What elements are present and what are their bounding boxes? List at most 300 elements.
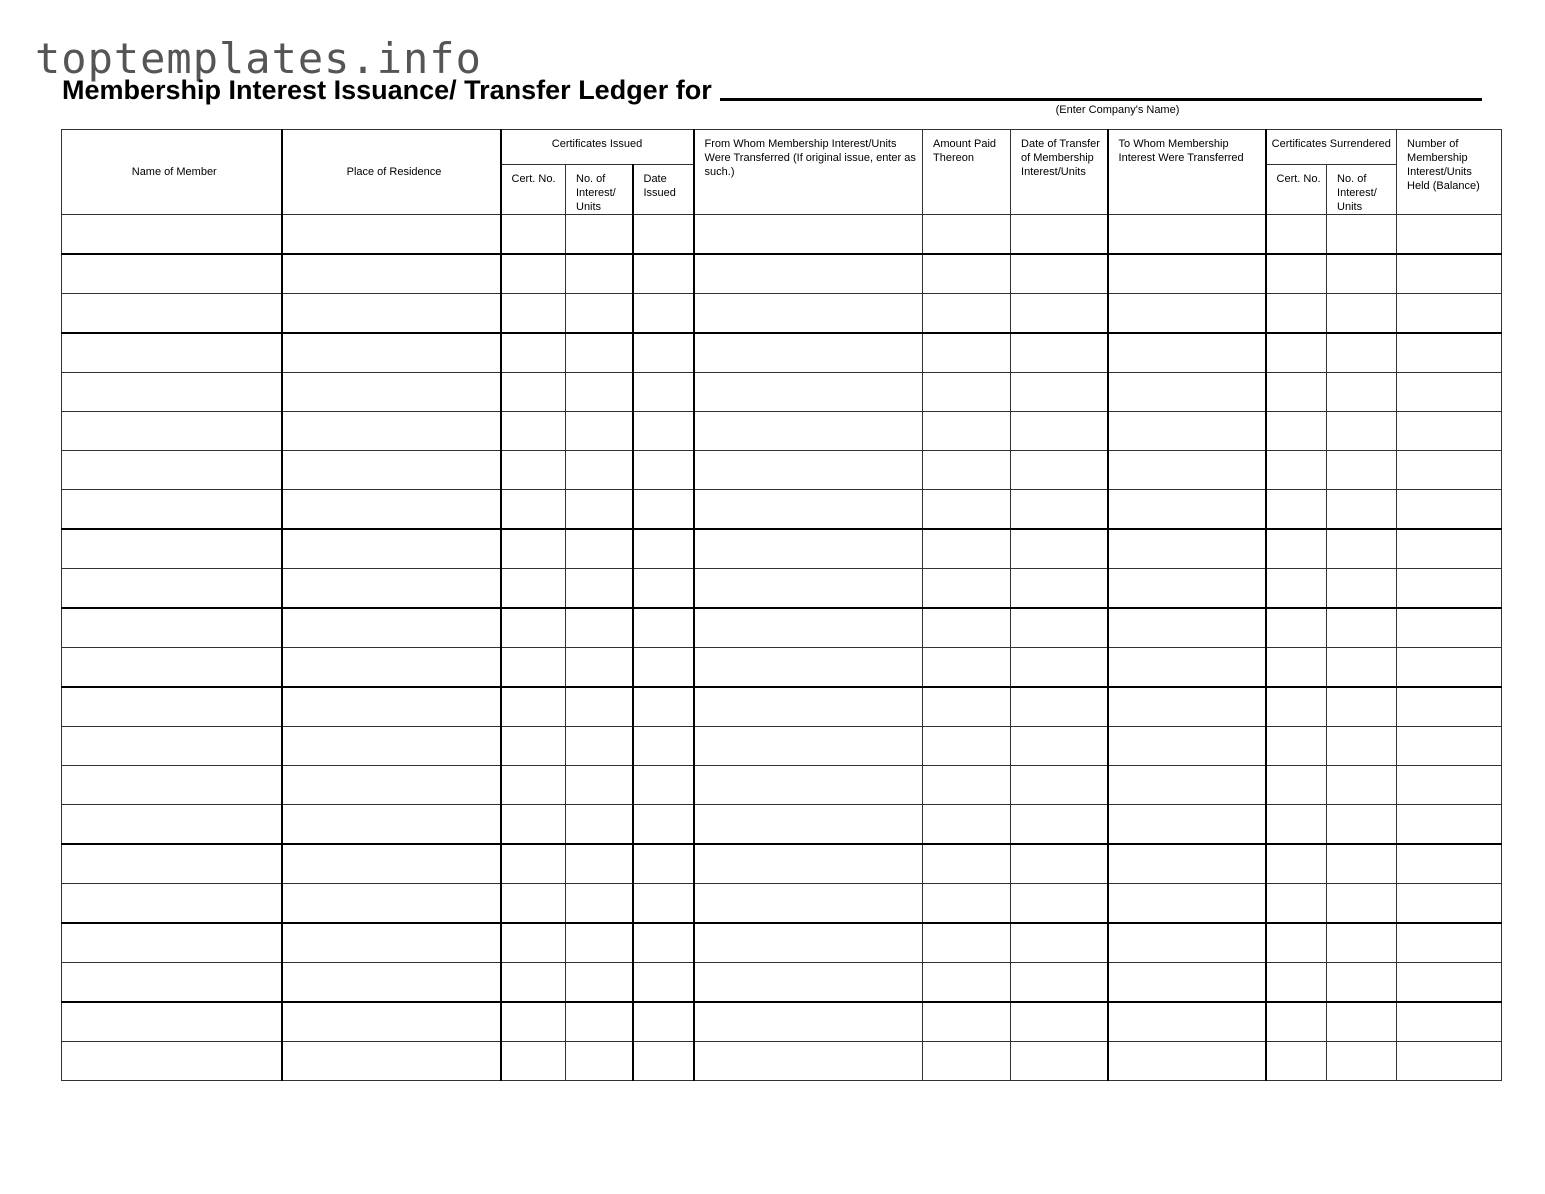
no-of-interest-units-cell[interactable] (566, 451, 633, 490)
surrendered-units-cell[interactable] (1327, 451, 1397, 490)
place-of-residence-cell[interactable] (282, 412, 501, 451)
table-row (62, 1042, 1502, 1081)
date-issued-cell[interactable] (633, 608, 694, 648)
no-of-interest-units-cell[interactable] (566, 805, 633, 845)
balance-held-cell[interactable] (1397, 569, 1502, 609)
surrendered-units-cell[interactable] (1327, 373, 1397, 412)
surrendered-units-cell[interactable] (1327, 608, 1397, 648)
no-of-interest-units-cell[interactable] (566, 608, 633, 648)
balance-held-cell[interactable] (1397, 529, 1502, 569)
table-row (62, 608, 1502, 648)
to-whom-cell[interactable] (1108, 215, 1266, 255)
surrendered-cert-no-cell[interactable] (1266, 884, 1327, 924)
date-issued-cell[interactable] (633, 844, 694, 884)
balance-held-cell[interactable] (1397, 254, 1502, 294)
date-issued-cell[interactable] (633, 1002, 694, 1042)
date-of-transfer-cell[interactable] (1011, 608, 1108, 648)
amount-paid-cell[interactable] (923, 805, 1011, 845)
place-of-residence-cell[interactable] (282, 1002, 501, 1042)
place-of-residence-cell[interactable] (282, 766, 501, 805)
name-of-member-cell[interactable] (62, 766, 282, 805)
surrendered-cert-no-cell[interactable] (1266, 333, 1327, 373)
date-issued-cell[interactable] (633, 648, 694, 688)
surrendered-units-cell[interactable] (1327, 569, 1397, 609)
title-row (62, 70, 1482, 104)
balance-held-cell[interactable] (1397, 766, 1502, 805)
name-of-member-cell[interactable] (62, 1042, 282, 1081)
header-certificates-surrendered: Certificates Surrendered (1266, 130, 1397, 165)
place-of-residence-cell[interactable] (282, 254, 501, 294)
to-whom-cell[interactable] (1108, 412, 1266, 451)
table-row (62, 923, 1502, 963)
from-whom-cell[interactable] (694, 844, 923, 884)
surrendered-cert-no-cell[interactable] (1266, 608, 1327, 648)
date-of-transfer-cell[interactable] (1011, 884, 1108, 924)
amount-paid-cell[interactable] (923, 294, 1011, 334)
name-of-member-cell[interactable] (62, 294, 282, 334)
place-of-residence-cell[interactable] (282, 844, 501, 884)
surrendered-units-cell[interactable] (1327, 215, 1397, 255)
date-issued-cell[interactable] (633, 727, 694, 766)
surrendered-units-cell[interactable] (1327, 254, 1397, 294)
cert-no-cell[interactable] (501, 727, 566, 766)
date-of-transfer-cell[interactable] (1011, 529, 1108, 569)
surrendered-units-cell[interactable] (1327, 294, 1397, 334)
surrendered-units-cell[interactable] (1327, 412, 1397, 451)
balance-held-cell[interactable] (1397, 963, 1502, 1003)
name-of-member-cell[interactable] (62, 727, 282, 766)
to-whom-cell[interactable] (1108, 490, 1266, 530)
no-of-interest-units-cell[interactable] (566, 923, 633, 963)
table-row (62, 963, 1502, 1003)
table-row (62, 1002, 1502, 1042)
table-row (62, 215, 1502, 255)
to-whom-cell[interactable] (1108, 333, 1266, 373)
date-issued-cell[interactable] (633, 569, 694, 609)
page-title: Membership Interest Issuance/ Transfer Ledger for (62, 75, 712, 105)
header-to-whom: To Whom Membership Interest Were Transferred (1108, 130, 1266, 215)
from-whom-cell[interactable] (694, 412, 923, 451)
place-of-residence-cell[interactable] (282, 727, 501, 766)
name-of-member-cell[interactable] (62, 569, 282, 609)
place-of-residence-cell[interactable] (282, 1042, 501, 1081)
no-of-interest-units-cell[interactable] (566, 766, 633, 805)
date-of-transfer-cell[interactable] (1011, 254, 1108, 294)
from-whom-cell[interactable] (694, 529, 923, 569)
surrendered-cert-no-cell[interactable] (1266, 1002, 1327, 1042)
balance-held-cell[interactable] (1397, 923, 1502, 963)
surrendered-cert-no-cell[interactable] (1266, 451, 1327, 490)
surrendered-units-cell[interactable] (1327, 333, 1397, 373)
amount-paid-cell[interactable] (923, 687, 1011, 727)
amount-paid-cell[interactable] (923, 844, 1011, 884)
amount-paid-cell[interactable] (923, 923, 1011, 963)
no-of-interest-units-cell[interactable] (566, 333, 633, 373)
from-whom-cell[interactable] (694, 766, 923, 805)
name-of-member-cell[interactable] (62, 844, 282, 884)
from-whom-cell[interactable] (694, 1042, 923, 1081)
date-of-transfer-cell[interactable] (1011, 727, 1108, 766)
cert-no-cell[interactable] (501, 923, 566, 963)
surrendered-cert-no-cell[interactable] (1266, 569, 1327, 609)
date-issued-cell[interactable] (633, 412, 694, 451)
cert-no-cell[interactable] (501, 648, 566, 688)
amount-paid-cell[interactable] (923, 1002, 1011, 1042)
surrendered-units-cell[interactable] (1327, 727, 1397, 766)
surrendered-cert-no-cell[interactable] (1266, 963, 1327, 1003)
name-of-member-cell[interactable] (62, 529, 282, 569)
surrendered-cert-no-cell[interactable] (1266, 648, 1327, 688)
date-of-transfer-cell[interactable] (1011, 844, 1108, 884)
name-of-member-cell[interactable] (62, 215, 282, 255)
table-row (62, 451, 1502, 490)
surrendered-units-cell[interactable] (1327, 805, 1397, 845)
place-of-residence-cell[interactable] (282, 608, 501, 648)
table-row (62, 844, 1502, 884)
date-issued-cell[interactable] (633, 884, 694, 924)
to-whom-cell[interactable] (1108, 923, 1266, 963)
date-of-transfer-cell[interactable] (1011, 569, 1108, 609)
date-of-transfer-cell[interactable] (1011, 490, 1108, 530)
place-of-residence-cell[interactable] (282, 333, 501, 373)
balance-held-cell[interactable] (1397, 412, 1502, 451)
from-whom-cell[interactable] (694, 215, 923, 255)
from-whom-cell[interactable] (694, 490, 923, 530)
date-of-transfer-cell[interactable] (1011, 333, 1108, 373)
date-of-transfer-cell[interactable] (1011, 805, 1108, 845)
ledger-body (62, 215, 1502, 1081)
date-of-transfer-cell[interactable] (1011, 923, 1108, 963)
surrendered-cert-no-cell[interactable] (1266, 805, 1327, 845)
surrendered-units-cell[interactable] (1327, 766, 1397, 805)
balance-held-cell[interactable] (1397, 490, 1502, 530)
date-of-transfer-cell[interactable] (1011, 648, 1108, 688)
cert-no-cell[interactable] (501, 608, 566, 648)
to-whom-cell[interactable] (1108, 373, 1266, 412)
date-of-transfer-cell[interactable] (1011, 451, 1108, 490)
cert-no-cell[interactable] (501, 1002, 566, 1042)
table-row (62, 766, 1502, 805)
table-row (62, 805, 1502, 845)
from-whom-cell[interactable] (694, 608, 923, 648)
date-of-transfer-cell[interactable] (1011, 215, 1108, 255)
from-whom-cell[interactable] (694, 451, 923, 490)
header-amount-paid: Amount Paid Thereon (923, 130, 1011, 215)
amount-paid-cell[interactable] (923, 451, 1011, 490)
cert-no-cell[interactable] (501, 766, 566, 805)
from-whom-cell[interactable] (694, 373, 923, 412)
date-of-transfer-cell[interactable] (1011, 294, 1108, 334)
table-row (62, 333, 1502, 373)
name-of-member-cell[interactable] (62, 648, 282, 688)
date-issued-cell[interactable] (633, 963, 694, 1003)
amount-paid-cell[interactable] (923, 529, 1011, 569)
name-of-member-cell[interactable] (62, 412, 282, 451)
cert-no-cell[interactable] (501, 373, 566, 412)
to-whom-cell[interactable] (1108, 884, 1266, 924)
balance-held-cell[interactable] (1397, 884, 1502, 924)
date-issued-cell[interactable] (633, 254, 694, 294)
table-row (62, 294, 1502, 334)
date-issued-cell[interactable] (633, 373, 694, 412)
balance-held-cell[interactable] (1397, 333, 1502, 373)
amount-paid-cell[interactable] (923, 608, 1011, 648)
balance-held-cell[interactable] (1397, 294, 1502, 334)
place-of-residence-cell[interactable] (282, 687, 501, 727)
to-whom-cell[interactable] (1108, 963, 1266, 1003)
name-of-member-cell[interactable] (62, 687, 282, 727)
amount-paid-cell[interactable] (923, 254, 1011, 294)
to-whom-cell[interactable] (1108, 687, 1266, 727)
no-of-interest-units-cell[interactable] (566, 412, 633, 451)
no-of-interest-units-cell[interactable] (566, 1042, 633, 1081)
surrendered-units-cell[interactable] (1327, 884, 1397, 924)
to-whom-cell[interactable] (1108, 844, 1266, 884)
name-of-member-cell[interactable] (62, 608, 282, 648)
from-whom-cell[interactable] (694, 648, 923, 688)
no-of-interest-units-cell[interactable] (566, 490, 633, 530)
place-of-residence-cell[interactable] (282, 294, 501, 334)
table-row (62, 884, 1502, 924)
cert-no-cell[interactable] (501, 294, 566, 334)
to-whom-cell[interactable] (1108, 1042, 1266, 1081)
date-of-transfer-cell[interactable] (1011, 412, 1108, 451)
no-of-interest-units-cell[interactable] (566, 1002, 633, 1042)
header-date-of-transfer: Date of Transfer of Membership Interest/Units (1011, 130, 1108, 215)
to-whom-cell[interactable] (1108, 608, 1266, 648)
no-of-interest-units-cell[interactable] (566, 884, 633, 924)
no-of-interest-units-cell[interactable] (566, 844, 633, 884)
table-row (62, 490, 1502, 530)
surrendered-units-cell[interactable] (1327, 1002, 1397, 1042)
from-whom-cell[interactable] (694, 294, 923, 334)
date-of-transfer-cell[interactable] (1011, 1042, 1108, 1081)
to-whom-cell[interactable] (1108, 805, 1266, 845)
surrendered-cert-no-cell[interactable] (1266, 1042, 1327, 1081)
date-of-transfer-cell[interactable] (1011, 1002, 1108, 1042)
no-of-interest-units-cell[interactable] (566, 963, 633, 1003)
no-of-interest-units-cell[interactable] (566, 687, 633, 727)
surrendered-cert-no-cell[interactable] (1266, 529, 1327, 569)
balance-held-cell[interactable] (1397, 687, 1502, 727)
date-of-transfer-cell[interactable] (1011, 373, 1108, 412)
place-of-residence-cell[interactable] (282, 923, 501, 963)
cert-no-cell[interactable] (501, 687, 566, 727)
company-name-caption: (Enter Company's Name) (1055, 104, 1180, 116)
no-of-interest-units-cell[interactable] (566, 529, 633, 569)
surrendered-cert-no-cell[interactable] (1266, 766, 1327, 805)
place-of-residence-cell[interactable] (282, 569, 501, 609)
balance-held-cell[interactable] (1397, 1002, 1502, 1042)
place-of-residence-cell[interactable] (282, 215, 501, 255)
table-row (62, 727, 1502, 766)
place-of-residence-cell[interactable] (282, 805, 501, 845)
to-whom-cell[interactable] (1108, 766, 1266, 805)
surrendered-units-cell[interactable] (1327, 923, 1397, 963)
place-of-residence-cell[interactable] (282, 373, 501, 412)
balance-held-cell[interactable] (1397, 648, 1502, 688)
balance-held-cell[interactable] (1397, 451, 1502, 490)
from-whom-cell[interactable] (694, 923, 923, 963)
surrendered-units-cell[interactable] (1327, 490, 1397, 530)
name-of-member-cell[interactable] (62, 490, 282, 530)
from-whom-cell[interactable] (694, 333, 923, 373)
name-of-member-cell[interactable] (62, 333, 282, 373)
no-of-interest-units-cell[interactable] (566, 215, 633, 255)
amount-paid-cell[interactable] (923, 333, 1011, 373)
balance-held-cell[interactable] (1397, 1042, 1502, 1081)
from-whom-cell[interactable] (694, 254, 923, 294)
to-whom-cell[interactable] (1108, 727, 1266, 766)
amount-paid-cell[interactable] (923, 412, 1011, 451)
cert-no-cell[interactable] (501, 1042, 566, 1081)
header-number-held: Number of Membership Interest/Units Held (Balance) (1397, 130, 1502, 215)
to-whom-cell[interactable] (1108, 294, 1266, 334)
no-of-interest-units-cell[interactable] (566, 648, 633, 688)
name-of-member-cell[interactable] (62, 254, 282, 294)
surrendered-units-cell[interactable] (1327, 529, 1397, 569)
amount-paid-cell[interactable] (923, 766, 1011, 805)
surrendered-units-cell[interactable] (1327, 963, 1397, 1003)
date-of-transfer-cell[interactable] (1011, 766, 1108, 805)
surrendered-cert-no-cell[interactable] (1266, 294, 1327, 334)
header-certificates-issued: Certificates Issued (501, 130, 694, 165)
cert-no-cell[interactable] (501, 412, 566, 451)
cert-no-cell[interactable] (501, 529, 566, 569)
cert-no-cell[interactable] (501, 844, 566, 884)
name-of-member-cell[interactable] (62, 1002, 282, 1042)
surrendered-units-cell[interactable] (1327, 1042, 1397, 1081)
balance-held-cell[interactable] (1397, 844, 1502, 884)
cert-no-cell[interactable] (501, 884, 566, 924)
cert-no-cell[interactable] (501, 963, 566, 1003)
place-of-residence-cell[interactable] (282, 451, 501, 490)
name-of-member-cell[interactable] (62, 923, 282, 963)
name-of-member-cell[interactable] (62, 884, 282, 924)
date-issued-cell[interactable] (633, 687, 694, 727)
from-whom-cell[interactable] (694, 569, 923, 609)
from-whom-cell[interactable] (694, 687, 923, 727)
header-date-issued: Date Issued (633, 165, 694, 215)
surrendered-cert-no-cell[interactable] (1266, 923, 1327, 963)
from-whom-cell[interactable] (694, 727, 923, 766)
to-whom-cell[interactable] (1108, 451, 1266, 490)
no-of-interest-units-cell[interactable] (566, 254, 633, 294)
table-row (62, 687, 1502, 727)
balance-held-cell[interactable] (1397, 215, 1502, 255)
no-of-interest-units-cell[interactable] (566, 569, 633, 609)
from-whom-cell[interactable] (694, 1002, 923, 1042)
name-of-member-cell[interactable] (62, 373, 282, 412)
surrendered-units-cell[interactable] (1327, 648, 1397, 688)
to-whom-cell[interactable] (1108, 254, 1266, 294)
date-issued-cell[interactable] (633, 490, 694, 530)
amount-paid-cell[interactable] (923, 215, 1011, 255)
surrendered-cert-no-cell[interactable] (1266, 373, 1327, 412)
cert-no-cell[interactable] (501, 215, 566, 255)
amount-paid-cell[interactable] (923, 373, 1011, 412)
balance-held-cell[interactable] (1397, 727, 1502, 766)
cert-no-cell[interactable] (501, 805, 566, 845)
date-issued-cell[interactable] (633, 766, 694, 805)
company-name-blank[interactable] (720, 98, 1482, 101)
name-of-member-cell[interactable] (62, 963, 282, 1003)
amount-paid-cell[interactable] (923, 727, 1011, 766)
name-of-member-cell[interactable] (62, 451, 282, 490)
place-of-residence-cell[interactable] (282, 490, 501, 530)
date-issued-cell[interactable] (633, 923, 694, 963)
no-of-interest-units-cell[interactable] (566, 373, 633, 412)
table-row (62, 569, 1502, 609)
to-whom-cell[interactable] (1108, 569, 1266, 609)
no-of-interest-units-cell[interactable] (566, 727, 633, 766)
header-surrendered-no-of-interest-units: No. of Interest/ Units (1327, 165, 1397, 215)
amount-paid-cell[interactable] (923, 1042, 1011, 1081)
amount-paid-cell[interactable] (923, 963, 1011, 1003)
date-issued-cell[interactable] (633, 451, 694, 490)
amount-paid-cell[interactable] (923, 884, 1011, 924)
cert-no-cell[interactable] (501, 254, 566, 294)
no-of-interest-units-cell[interactable] (566, 294, 633, 334)
header-from-whom: From Whom Membership Interest/Units Were Transferred (If original issue, enter as such.) (694, 130, 923, 215)
surrendered-cert-no-cell[interactable] (1266, 687, 1327, 727)
surrendered-cert-no-cell[interactable] (1266, 727, 1327, 766)
surrendered-units-cell[interactable] (1327, 687, 1397, 727)
header-no-of-interest-units: No. of Interest/ Units (566, 165, 633, 215)
from-whom-cell[interactable] (694, 805, 923, 845)
place-of-residence-cell[interactable] (282, 648, 501, 688)
place-of-residence-cell[interactable] (282, 884, 501, 924)
place-of-residence-cell[interactable] (282, 529, 501, 569)
surrendered-cert-no-cell[interactable] (1266, 490, 1327, 530)
surrendered-cert-no-cell[interactable] (1266, 215, 1327, 255)
date-issued-cell[interactable] (633, 333, 694, 373)
from-whom-cell[interactable] (694, 963, 923, 1003)
surrendered-cert-no-cell[interactable] (1266, 254, 1327, 294)
balance-held-cell[interactable] (1397, 373, 1502, 412)
balance-held-cell[interactable] (1397, 608, 1502, 648)
date-issued-cell[interactable] (633, 805, 694, 845)
place-of-residence-cell[interactable] (282, 963, 501, 1003)
amount-paid-cell[interactable] (923, 648, 1011, 688)
header-place-of-residence: Place of Residence (282, 130, 501, 215)
name-of-member-cell[interactable] (62, 805, 282, 845)
amount-paid-cell[interactable] (923, 490, 1011, 530)
surrendered-cert-no-cell[interactable] (1266, 412, 1327, 451)
cert-no-cell[interactable] (501, 451, 566, 490)
surrendered-cert-no-cell[interactable] (1266, 844, 1327, 884)
cert-no-cell[interactable] (501, 490, 566, 530)
table-row (62, 412, 1502, 451)
date-of-transfer-cell[interactable] (1011, 963, 1108, 1003)
cert-no-cell[interactable] (501, 569, 566, 609)
from-whom-cell[interactable] (694, 884, 923, 924)
surrendered-units-cell[interactable] (1327, 844, 1397, 884)
table-row (62, 648, 1502, 688)
cert-no-cell[interactable] (501, 333, 566, 373)
to-whom-cell[interactable] (1108, 1002, 1266, 1042)
amount-paid-cell[interactable] (923, 569, 1011, 609)
date-issued-cell[interactable] (633, 1042, 694, 1081)
date-of-transfer-cell[interactable] (1011, 687, 1108, 727)
to-whom-cell[interactable] (1108, 648, 1266, 688)
date-issued-cell[interactable] (633, 215, 694, 255)
table-row (62, 373, 1502, 412)
balance-held-cell[interactable] (1397, 805, 1502, 845)
to-whom-cell[interactable] (1108, 529, 1266, 569)
date-issued-cell[interactable] (633, 529, 694, 569)
date-issued-cell[interactable] (633, 294, 694, 334)
